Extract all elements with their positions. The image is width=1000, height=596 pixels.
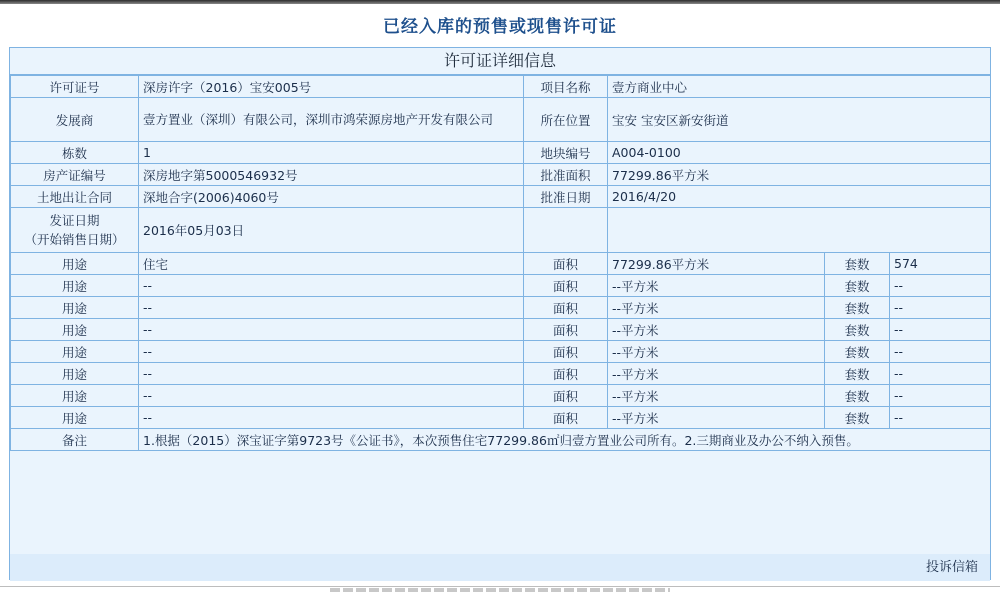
row-issue-date: [11, 208, 991, 253]
land-contract-value: 深地合字(2006)4060号: [139, 186, 524, 208]
area-value: --平方米: [608, 319, 825, 341]
units-label: 套数: [825, 297, 890, 319]
developer-value: 壹方置业（深圳）有限公司，深圳市鸿荣源房地产开发有限公司: [139, 98, 524, 142]
area-value: --平方米: [608, 297, 825, 319]
row-land-contract: [11, 186, 991, 208]
row-developer: [11, 98, 991, 142]
usage-label: 用途: [11, 385, 139, 407]
usage-value: --: [139, 363, 524, 385]
usage-row: [11, 253, 991, 275]
units-value: --: [890, 319, 991, 341]
area-value: --平方米: [608, 341, 825, 363]
buildings-label: 栋数: [11, 142, 139, 164]
parcel-value: A004-0100: [608, 142, 991, 164]
approved-date-value: 2016/4/20: [608, 186, 991, 208]
usage-row: [11, 319, 991, 341]
issue-date-empty-1: [524, 208, 608, 253]
area-value: --平方米: [608, 363, 825, 385]
units-value: --: [890, 385, 991, 407]
project-name-label: 项目名称: [524, 76, 608, 98]
area-value: 77299.86平方米: [608, 253, 825, 275]
units-label: 套数: [825, 253, 890, 275]
complaint-bar: [10, 554, 990, 581]
project-name-value: 壹方商业中心: [608, 76, 991, 98]
units-value: --: [890, 275, 991, 297]
units-label: 套数: [825, 341, 890, 363]
usage-row: [11, 385, 991, 407]
row-property-cert: [11, 164, 991, 186]
complaint-mailbox-link[interactable]: 投诉信箱: [925, 560, 978, 575]
area-label: 面积: [524, 253, 608, 275]
units-value: --: [890, 407, 991, 429]
usage-row: [11, 275, 991, 297]
usage-value: --: [139, 407, 524, 429]
area-label: 面积: [524, 341, 608, 363]
usage-value: --: [139, 319, 524, 341]
usage-value: 住宅: [139, 253, 524, 275]
issue-date-value: 2016年05月03日: [139, 208, 524, 253]
area-label: 面积: [524, 297, 608, 319]
units-value: --: [890, 297, 991, 319]
remarks-label: 备注: [11, 429, 139, 451]
section-title: 许可证详细信息: [10, 48, 990, 75]
usage-label: 用途: [11, 297, 139, 319]
usage-value: --: [139, 297, 524, 319]
usage-label: 用途: [11, 275, 139, 297]
usage-row: [11, 297, 991, 319]
issue-date-empty-2: [608, 208, 991, 253]
usage-value: --: [139, 385, 524, 407]
row-license-no: [11, 76, 991, 98]
area-label: 面积: [524, 275, 608, 297]
area-value: --平方米: [608, 407, 825, 429]
usage-label: 用途: [11, 253, 139, 275]
issue-date-label: [11, 208, 139, 253]
usage-row: [11, 341, 991, 363]
location-value: 宝安 宝安区新安街道: [608, 98, 991, 142]
bottom-rule: [0, 586, 1000, 587]
usage-value: --: [139, 275, 524, 297]
approved-area-value: 77299.86平方米: [608, 164, 991, 186]
area-label: 面积: [524, 319, 608, 341]
approved-date-label: 批准日期: [524, 186, 608, 208]
property-cert-value: 深房地字第5000546932号: [139, 164, 524, 186]
license-detail-table: [10, 75, 991, 451]
page-title: 已经入库的预售或现售许可证: [383, 17, 617, 37]
buildings-value: 1: [139, 142, 524, 164]
area-label: 面积: [524, 407, 608, 429]
license-no-label: 许可证号: [11, 76, 139, 98]
location-label: 所在位置: [524, 98, 608, 142]
issue-date-label-line2: （开始销售日期）: [24, 232, 125, 247]
row-remarks: [11, 429, 991, 451]
units-value: 574: [890, 253, 991, 275]
area-value: --平方米: [608, 275, 825, 297]
units-label: 套数: [825, 275, 890, 297]
usage-row: [11, 407, 991, 429]
area-label: 面积: [524, 363, 608, 385]
units-value: --: [890, 341, 991, 363]
footer-text-fragment: [0, 588, 1000, 596]
units-label: 套数: [825, 385, 890, 407]
usage-value: --: [139, 341, 524, 363]
units-label: 套数: [825, 319, 890, 341]
usage-label: 用途: [11, 363, 139, 385]
usage-label: 用途: [11, 341, 139, 363]
developer-label: 发展商: [11, 98, 139, 142]
units-label: 套数: [825, 363, 890, 385]
usage-label: 用途: [11, 319, 139, 341]
area-value: --平方米: [608, 385, 825, 407]
land-contract-label: 土地出让合同: [11, 186, 139, 208]
remarks-value: 1.根据（2015）深宝证字第9723号《公证书》，本次预售住宅77299.86㎡归壹方置业公司所有。2.三期商业及办公不纳入预售。: [139, 429, 991, 451]
units-value: --: [890, 363, 991, 385]
approved-area-label: 批准面积: [524, 164, 608, 186]
units-label: 套数: [825, 407, 890, 429]
usage-row: [11, 363, 991, 385]
issue-date-label-line1: 发证日期: [49, 213, 100, 228]
row-buildings: [11, 142, 991, 164]
usage-label: 用途: [11, 407, 139, 429]
parcel-label: 地块编号: [524, 142, 608, 164]
license-detail-panel: [9, 47, 991, 580]
area-label: 面积: [524, 385, 608, 407]
top-rule: [0, 0, 1000, 4]
license-no-value: 深房许字（2016）宝安005号: [139, 76, 524, 98]
property-cert-label: 房产证编号: [11, 164, 139, 186]
